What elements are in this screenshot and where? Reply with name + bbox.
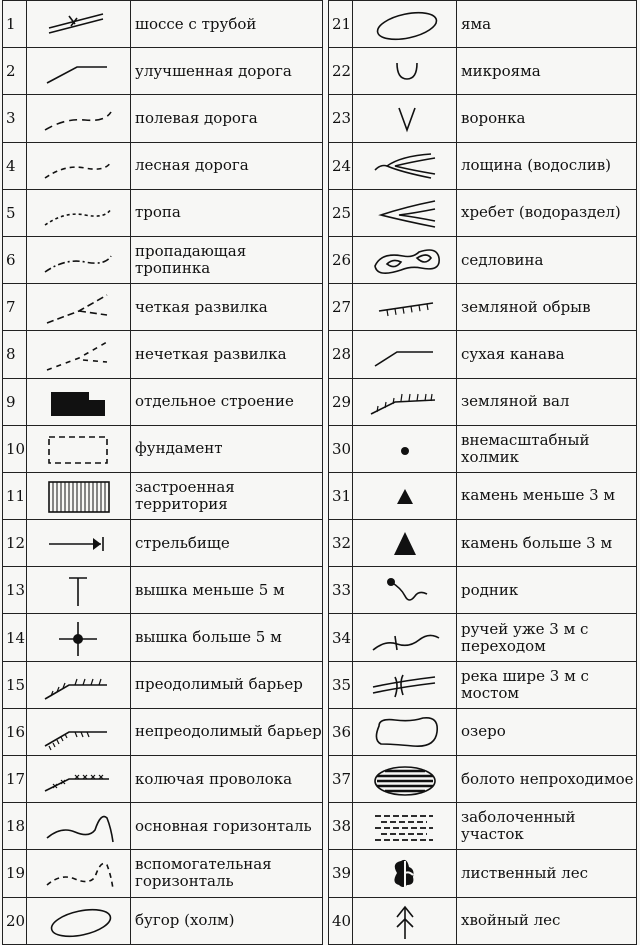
symbol-cell: [353, 567, 457, 614]
deciduous-forest-icon: [361, 851, 449, 895]
impassable-barrier-icon: [35, 710, 123, 754]
symbol-label: вышка больше 5 м: [131, 614, 323, 661]
symbol-cell: [27, 378, 131, 425]
foundation-icon: [35, 427, 123, 471]
symbol-label: хвойный лес: [457, 897, 637, 944]
auxiliary-contour-icon: [35, 851, 123, 895]
building-icon: [35, 380, 123, 424]
legend-row: [3, 236, 323, 283]
legend-row: [329, 472, 637, 519]
symbol-label: заболоченный участок: [457, 803, 637, 850]
legend-row: [3, 425, 323, 472]
legend-row: [329, 897, 637, 944]
legend-row: [329, 803, 637, 850]
stream-crossing-icon: [361, 616, 449, 660]
row-number: 15: [3, 661, 27, 708]
symbol-cell: [353, 756, 457, 803]
large-boulder-icon: [361, 521, 449, 565]
legend-row: [3, 614, 323, 661]
symbol-cell: [353, 142, 457, 189]
hill-icon: [35, 899, 123, 943]
symbol-cell: [353, 520, 457, 567]
gully-icon: [361, 144, 449, 188]
symbol-label: озеро: [457, 708, 637, 755]
unclear-fork-icon: [35, 332, 123, 376]
symbol-label: внемасштабный холмик: [457, 425, 637, 472]
symbol-cell: [353, 378, 457, 425]
crater-icon: [361, 96, 449, 140]
symbol-cell: [353, 850, 457, 897]
saddle-icon: [361, 238, 449, 282]
symbol-cell: [27, 897, 131, 944]
small-knoll-icon: [361, 427, 449, 471]
earth-wall-icon: [361, 380, 449, 424]
row-number: 19: [3, 850, 27, 897]
clear-fork-icon: [35, 285, 123, 329]
improved-road-icon: [35, 49, 123, 93]
legend-table-right: [328, 0, 637, 945]
legend-row: [3, 472, 323, 519]
symbol-label: стрельбище: [131, 520, 323, 567]
row-number: 14: [3, 614, 27, 661]
symbol-cell: [27, 1, 131, 48]
symbol-label: лощина (водослив): [457, 142, 637, 189]
legend-row: [3, 284, 323, 331]
symbol-label: река шире 3 м с мостом: [457, 661, 637, 708]
legend-row: [3, 661, 323, 708]
symbol-cell: [27, 567, 131, 614]
symbol-cell: [27, 520, 131, 567]
forest-road-icon: [35, 144, 123, 188]
symbol-cell: [27, 236, 131, 283]
spring-icon: [361, 568, 449, 612]
symbol-cell: [353, 425, 457, 472]
legend-row: [3, 48, 323, 95]
symbol-label: микрояма: [457, 48, 637, 95]
row-number: 26: [329, 236, 353, 283]
main-contour-icon: [35, 804, 123, 848]
symbol-cell: [353, 48, 457, 95]
row-number: 17: [3, 756, 27, 803]
legend-row: [329, 236, 637, 283]
symbol-cell: [353, 1, 457, 48]
symbol-label: четкая развилка: [131, 284, 323, 331]
symbol-cell: [353, 803, 457, 850]
symbol-cell: [27, 803, 131, 850]
legend-row: [329, 142, 637, 189]
row-number: 18: [3, 803, 27, 850]
row-number: 36: [329, 708, 353, 755]
symbol-label: болото непроходимое: [457, 756, 637, 803]
symbol-cell: [27, 284, 131, 331]
symbol-label: яма: [457, 1, 637, 48]
large-tower-icon: [35, 616, 123, 660]
symbol-label: седловина: [457, 236, 637, 283]
symbol-cell: [27, 95, 131, 142]
symbol-cell: [353, 614, 457, 661]
legend-row: [329, 48, 637, 95]
legend-row: [329, 331, 637, 378]
symbol-label: камень меньше 3 м: [457, 472, 637, 519]
symbol-cell: [27, 708, 131, 755]
symbol-cell: [353, 897, 457, 944]
symbol-label: фундамент: [131, 425, 323, 472]
row-number: 2: [3, 48, 27, 95]
row-number: 30: [329, 425, 353, 472]
legend-row: [329, 661, 637, 708]
symbol-label: основная горизонталь: [131, 803, 323, 850]
symbol-cell: [353, 331, 457, 378]
symbol-cell: [27, 472, 131, 519]
legend-row: [3, 708, 323, 755]
small-boulder-icon: [361, 474, 449, 518]
row-number: 40: [329, 897, 353, 944]
row-number: 5: [3, 189, 27, 236]
legend-row: [329, 520, 637, 567]
symbol-cell: [27, 425, 131, 472]
row-number: 38: [329, 803, 353, 850]
row-number: 31: [329, 472, 353, 519]
row-number: 20: [3, 897, 27, 944]
symbol-label: родник: [457, 567, 637, 614]
highway-with-pipe-icon: [35, 2, 123, 46]
row-number: 4: [3, 142, 27, 189]
symbol-label: застроенная территория: [131, 472, 323, 519]
symbol-cell: [353, 708, 457, 755]
marshy-area-icon: [361, 804, 449, 848]
legend-row: [329, 1, 637, 48]
symbol-cell: [353, 284, 457, 331]
dry-ditch-icon: [361, 332, 449, 376]
lake-icon: [361, 710, 449, 754]
legend-row: [329, 850, 637, 897]
symbol-cell: [27, 756, 131, 803]
row-number: 16: [3, 708, 27, 755]
row-number: 23: [329, 95, 353, 142]
legend-row: [329, 756, 637, 803]
row-number: 32: [329, 520, 353, 567]
row-number: 28: [329, 331, 353, 378]
earth-cliff-icon: [361, 285, 449, 329]
symbol-label: бугор (холм): [131, 897, 323, 944]
symbol-cell: [27, 48, 131, 95]
legend-row: [3, 1, 323, 48]
symbol-label: полевая дорога: [131, 95, 323, 142]
coniferous-forest-icon: [361, 899, 449, 943]
field-road-icon: [35, 96, 123, 140]
legend-row: [329, 708, 637, 755]
symbol-cell: [353, 236, 457, 283]
row-number: 9: [3, 378, 27, 425]
impassable-marsh-icon: [361, 757, 449, 801]
row-number: 27: [329, 284, 353, 331]
symbol-label: камень больше 3 м: [457, 520, 637, 567]
row-number: 25: [329, 189, 353, 236]
symbol-label: вспомогательная горизонталь: [131, 850, 323, 897]
symbol-cell: [353, 95, 457, 142]
row-number: 3: [3, 95, 27, 142]
row-number: 10: [3, 425, 27, 472]
symbol-label: сухая канава: [457, 331, 637, 378]
legend-row: [3, 567, 323, 614]
symbol-label: ручей уже 3 м с переходом: [457, 614, 637, 661]
symbol-cell: [353, 472, 457, 519]
river-bridge-icon: [361, 663, 449, 707]
legend-row: [329, 95, 637, 142]
row-number: 33: [329, 567, 353, 614]
symbol-label: воронка: [457, 95, 637, 142]
row-number: 1: [3, 1, 27, 48]
symbol-label: пропадающая тропинка: [131, 236, 323, 283]
legend-row: [3, 95, 323, 142]
symbol-label: лиственный лес: [457, 850, 637, 897]
row-number: 6: [3, 236, 27, 283]
symbol-cell: [27, 614, 131, 661]
built-up-area-icon: [35, 474, 123, 518]
symbol-cell: [27, 850, 131, 897]
symbol-label: преодолимый барьер: [131, 661, 323, 708]
pit-icon: [361, 2, 449, 46]
shooting-range-icon: [35, 521, 123, 565]
legend-row: [3, 189, 323, 236]
legend-row: [329, 425, 637, 472]
legend-row: [329, 189, 637, 236]
symbol-label: вышка меньше 5 м: [131, 567, 323, 614]
symbol-cell: [27, 661, 131, 708]
symbol-cell: [27, 189, 131, 236]
row-number: 13: [3, 567, 27, 614]
legend-row: [329, 284, 637, 331]
legend-row: [3, 331, 323, 378]
barbed-wire-icon: [35, 757, 123, 801]
legend-row: [3, 756, 323, 803]
symbol-label: земляной обрыв: [457, 284, 637, 331]
row-number: 12: [3, 520, 27, 567]
symbol-label: отдельное строение: [131, 378, 323, 425]
row-number: 11: [3, 472, 27, 519]
passable-barrier-icon: [35, 663, 123, 707]
symbol-label: хребет (водораздел): [457, 189, 637, 236]
row-number: 37: [329, 756, 353, 803]
symbol-label: нечеткая развилка: [131, 331, 323, 378]
symbol-label: шоссе с трубой: [131, 1, 323, 48]
symbol-cell: [27, 142, 131, 189]
symbol-label: колючая проволока: [131, 756, 323, 803]
row-number: 21: [329, 1, 353, 48]
vanishing-path-icon: [35, 238, 123, 282]
row-number: 7: [3, 284, 27, 331]
legend-row: [3, 378, 323, 425]
legend-row: [3, 850, 323, 897]
symbol-cell: [353, 661, 457, 708]
legend-row: [329, 378, 637, 425]
symbol-label: земляной вал: [457, 378, 637, 425]
legend-row: [3, 142, 323, 189]
symbol-label: лесная дорога: [131, 142, 323, 189]
row-number: 39: [329, 850, 353, 897]
trail-icon: [35, 191, 123, 235]
legend-row: [3, 897, 323, 944]
row-number: 35: [329, 661, 353, 708]
row-number: 29: [329, 378, 353, 425]
legend-row: [329, 567, 637, 614]
symbol-label: непреодолимый барьер: [131, 708, 323, 755]
micro-pit-icon: [361, 49, 449, 93]
row-number: 34: [329, 614, 353, 661]
legend-row: [3, 803, 323, 850]
symbol-label: тропа: [131, 189, 323, 236]
ridge-icon: [361, 191, 449, 235]
row-number: 8: [3, 331, 27, 378]
legend-table-left: [2, 0, 323, 945]
symbol-cell: [27, 331, 131, 378]
row-number: 24: [329, 142, 353, 189]
small-tower-icon: [35, 568, 123, 612]
symbol-cell: [353, 189, 457, 236]
row-number: 22: [329, 48, 353, 95]
legend-row: [3, 520, 323, 567]
legend-row: [329, 614, 637, 661]
symbol-label: улучшенная дорога: [131, 48, 323, 95]
